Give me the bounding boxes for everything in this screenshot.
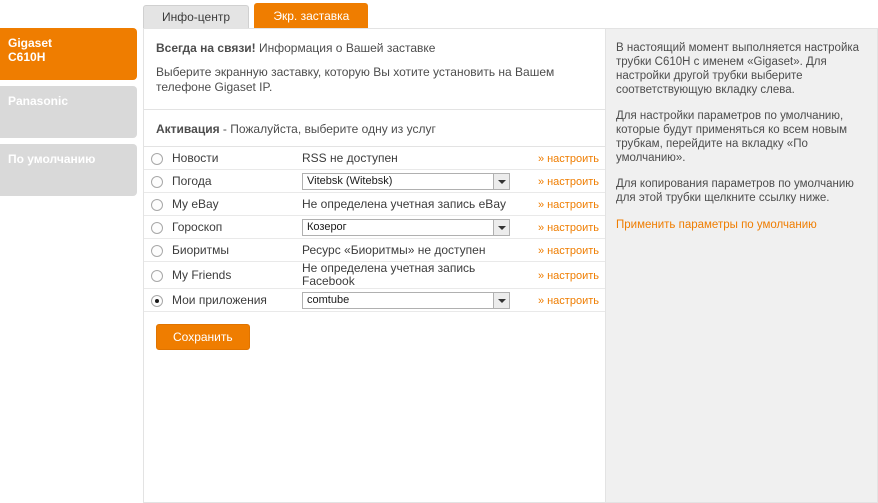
radio-friends[interactable] [151, 270, 163, 282]
sidebar-item-panasonic[interactable] [0, 86, 137, 138]
chevron-down-icon[interactable] [493, 293, 509, 308]
service-value-text-friends: Не определена учетная запись Facebook [302, 261, 476, 288]
service-radio-cell-ebay[interactable] [144, 193, 170, 216]
tab-screensaver[interactable]: Экр. заставка [254, 3, 368, 28]
service-config-cell-horoscope [517, 216, 605, 239]
save-button[interactable]: Сохранить [156, 324, 250, 350]
service-list [144, 147, 605, 312]
service-label-biorhythm: Биоритмы [170, 239, 302, 262]
sidebar-item-default[interactable] [0, 144, 137, 196]
table-row [144, 216, 605, 239]
save-row [144, 312, 605, 350]
configure-link-ebay[interactable]: » настроить [537, 199, 599, 211]
service-config-cell-biorhythm [517, 239, 605, 262]
chevron-down-icon[interactable] [493, 174, 509, 189]
main-panel [143, 28, 606, 503]
service-radio-cell-friends[interactable] [144, 262, 170, 289]
service-value-weather [302, 170, 517, 193]
sidebar-item-gigaset-line2: C610H [8, 50, 46, 64]
tab-bar [143, 3, 370, 28]
service-value-horoscope [302, 216, 517, 239]
select-myapps-value: comtube [307, 293, 350, 306]
chevron-down-icon[interactable] [493, 220, 509, 235]
service-radio-cell-weather[interactable] [144, 170, 170, 193]
radio-ebay[interactable] [151, 199, 163, 211]
help-paragraph-1: В настоящий момент выполняется настройка трубки C610H с именем «Gigaset». Для настройки другой трубки выберите соответствующую вкладку слева. [616, 42, 860, 96]
tab-info-center[interactable]: Инфо-центр [143, 5, 249, 28]
radio-biorhythm[interactable] [151, 245, 163, 257]
service-value-text-news: RSS не доступен [302, 150, 398, 165]
service-radio-cell-biorhythm[interactable] [144, 239, 170, 262]
apply-defaults-link[interactable]: Применить параметры по умолчанию [616, 219, 817, 231]
radio-weather[interactable] [151, 176, 163, 188]
select-horoscope[interactable] [302, 219, 510, 236]
service-config-cell-ebay [517, 193, 605, 216]
activation-heading-rest: - Пожалуйста, выберите одну из услуг [219, 122, 436, 136]
service-config-cell-myapps [517, 289, 605, 312]
sidebar-item-gigaset-line1: Gigaset [8, 36, 53, 50]
select-horoscope-value: Козерог [307, 220, 347, 233]
table-row [144, 170, 605, 193]
service-value-news [302, 147, 517, 170]
service-config-cell-news [517, 147, 605, 170]
service-value-friends [302, 262, 517, 289]
service-label-ebay: My eBay [170, 193, 302, 216]
configure-link-friends[interactable]: » настроить [537, 270, 599, 282]
service-radio-cell-myapps[interactable] [144, 289, 170, 312]
select-weather-value: Vitebsk (Witebsk) [307, 174, 393, 187]
radio-news[interactable] [151, 153, 163, 165]
select-weather[interactable] [302, 173, 510, 190]
radio-horoscope[interactable] [151, 222, 163, 234]
service-label-myapps: Мои приложения [170, 289, 302, 312]
service-label-friends: My Friends [170, 262, 302, 289]
intro-block [144, 29, 605, 110]
intro-title [156, 41, 591, 55]
service-value-ebay [302, 193, 517, 216]
configure-link-myapps[interactable]: » настроить [537, 295, 599, 307]
service-value-text-biorhythm: Ресурс «Биоритмы» не доступен [302, 242, 486, 257]
help-paragraph-3: Для копирования параметров по умолчанию для этой трубки щелкните ссылку ниже. [616, 178, 854, 204]
service-config-cell-friends [517, 262, 605, 289]
configure-link-biorhythm[interactable]: » настроить [537, 245, 599, 257]
configure-link-horoscope[interactable]: » настроить [537, 222, 599, 234]
service-value-myapps [302, 289, 517, 312]
select-myapps[interactable] [302, 292, 510, 309]
table-row [144, 193, 605, 216]
service-config-cell-weather [517, 170, 605, 193]
service-label-news: Новости [170, 147, 302, 170]
service-radio-cell-news[interactable] [144, 147, 170, 170]
sidebar-item-default-line1: По умолчанию [8, 152, 96, 166]
activation-heading-bold: Активация [156, 122, 220, 136]
service-value-text-ebay: Не определена учетная запись eBay [302, 196, 506, 211]
help-paragraph-2: Для настройки параметров по умолчанию, которые будут применяться ко всем новым трубкам, перейдите на вкладку «По умолчанию». [616, 110, 848, 164]
service-value-biorhythm [302, 239, 517, 262]
configure-link-news[interactable]: » настроить [537, 153, 599, 165]
service-radio-cell-horoscope[interactable] [144, 216, 170, 239]
table-row [144, 262, 605, 289]
configure-link-weather[interactable]: » настроить [537, 176, 599, 188]
table-row [144, 147, 605, 170]
intro-text: Выберите экранную заставку, которую Вы хотите установить на Вашем телефоне Gigaset IP. [156, 65, 555, 94]
sidebar-item-gigaset[interactable] [0, 28, 137, 80]
service-label-horoscope: Гороскоп [170, 216, 302, 239]
table-row [144, 289, 605, 312]
handset-sidebar [0, 28, 137, 202]
sidebar-item-panasonic-line1: Panasonic [8, 94, 69, 108]
help-panel [606, 28, 878, 503]
table-row [144, 239, 605, 262]
intro-title-rest: Информация о Вашей заставке [255, 41, 436, 55]
service-label-weather: Погода [170, 170, 302, 193]
intro-title-bold: Всегда на связи! [156, 41, 256, 55]
radio-myapps[interactable] [151, 295, 163, 307]
activation-heading [144, 110, 605, 147]
